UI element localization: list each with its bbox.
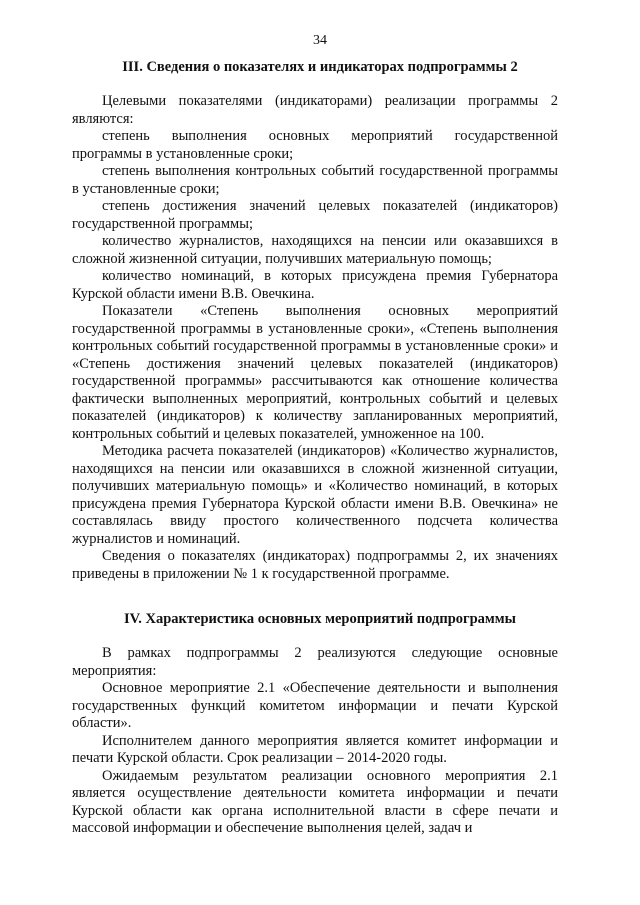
page-number: 34 <box>313 33 327 48</box>
paragraph: степень достижения значений целевых показателей (индикаторов) государственной программы; <box>72 198 558 232</box>
paragraph: В рамках подпрограммы 2 реализуются следующие основные мероприятия: <box>72 645 558 679</box>
paragraph: Целевыми показателями (индикаторами) реализации программы 2 являются: <box>72 93 558 127</box>
paragraph: количество журналистов, находящихся на пенсии или оказавшихся в сложной жизненной ситуации, получивших материальную помощь; <box>72 233 558 267</box>
paragraph: Ожидаемым результатом реализации основного мероприятия 2.1 является осуществление деятельности комитета информации и печати Курской области как органа исполнительной власти в сфере печати и массовой информации и обеспечение выполнения целей, задач и <box>72 767 558 836</box>
paragraph: степень выполнения контрольных событий государственной программы в установленные сроки; <box>72 163 558 197</box>
section-4-body <box>72 645 558 838</box>
section-4-title: IV. Характеристика основных мероприятий подпрограммы <box>124 611 516 627</box>
paragraph: Показатели «Степень выполнения основных мероприятий государственной программы в установленные сроки», «Степень выполнения контрольных событий государственной программы в установленные сроки» и «Степень достижения значений целевых показателей (индикаторов) государственной программы» рассчитываются как отношение количества фактически выполненных мероприятий, контрольных событий и целевых показателей (индикаторов) к количеству запланированных мероприятий, контрольных событий и целевых показателей, умноженное на 100. <box>72 303 558 442</box>
paragraph: Сведения о показателях (индикаторах) подпрограммы 2, их значениях приведены в приложении № 1 к государственной программе. <box>72 548 558 582</box>
paragraph: количество номинаций, в которых присуждена премия Губернатора Курской области имени В.В. Овечкина. <box>72 268 558 302</box>
paragraph: степень выполнения основных мероприятий государственной программы в установленные сроки; <box>72 128 558 162</box>
section-3-body <box>72 93 558 583</box>
paragraph: Основное мероприятие 2.1 «Обеспечение деятельности и выполнения государственных функций комитетом информации и печати Курской области». <box>72 680 558 731</box>
paragraph: Исполнителем данного мероприятия является комитет информации и печати Курской области. Срок реализации – 2014-2020 годы. <box>72 732 558 766</box>
section-3-title: III. Сведения о показателях и индикаторах подпрограммы 2 <box>122 59 518 75</box>
paragraph: Методика расчета показателей (индикаторов) «Количество журналистов, находящихся на пенсии или оказавшихся в сложной жизненной ситуации, получивших материальную помощь» и «Количество номинаций, в которых присуждена премия Губернатора Курской области имени В.В. Овечкина» не составлялась ввиду простого количественного подсчета количества журналистов и номинаций. <box>72 443 558 547</box>
